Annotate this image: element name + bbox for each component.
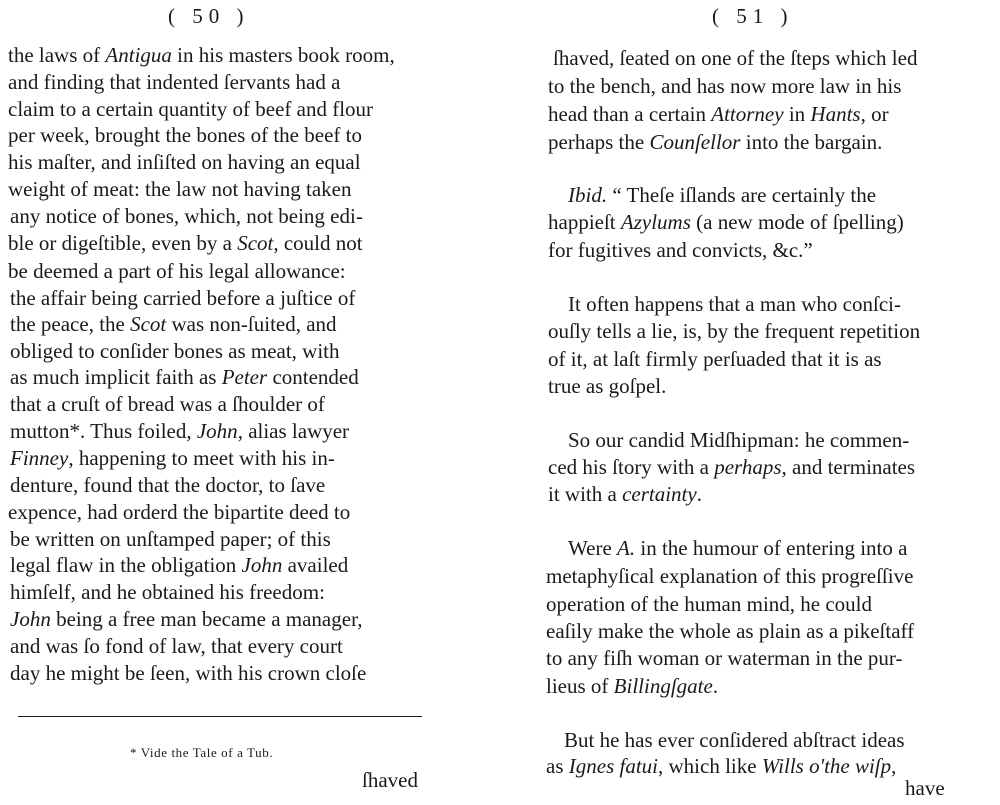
- text-line: [8, 42, 395, 68]
- text-run: , could not: [273, 231, 363, 255]
- text-line: [10, 364, 359, 390]
- italic-run: John: [196, 419, 238, 443]
- text-run: ble or digeſtible, even by a: [8, 231, 238, 255]
- italic-run: Scot: [130, 312, 167, 336]
- text-run: lieus of: [546, 674, 614, 698]
- text-line: [8, 69, 340, 95]
- text-run: legal flaw in the obligation: [10, 553, 242, 577]
- italic-run: Hants: [810, 102, 861, 126]
- text-run: ſhaved, ſeated on one of the ſteps which led: [553, 46, 918, 70]
- italic-run: Ignes fatui: [568, 754, 658, 778]
- text-run: ,: [891, 754, 897, 778]
- italic-run: Counſellor: [649, 130, 741, 154]
- italic-run: John: [241, 553, 283, 577]
- italic-run: perhaps: [714, 455, 782, 479]
- text-line: [546, 563, 913, 589]
- text-line: [546, 618, 914, 644]
- text-run: eaſily make the whole as plain as a pikeſtaff: [546, 619, 915, 643]
- text-line: [568, 182, 876, 208]
- text-line: [548, 318, 920, 344]
- italic-run: Peter: [221, 365, 268, 389]
- text-run: , or: [860, 102, 889, 126]
- text-run: obliged to conſider bones as meat, with: [10, 339, 340, 363]
- italic-run: Antigua: [105, 43, 172, 67]
- text-run: in the humour of entering into a: [635, 536, 908, 560]
- text-line: [10, 203, 363, 229]
- text-run: availed: [282, 553, 349, 577]
- text-run: , which like: [658, 754, 762, 778]
- text-line: [548, 454, 915, 480]
- text-run: mutton*. Thus foiled,: [10, 419, 197, 443]
- text-line: [10, 445, 335, 471]
- text-line: [568, 535, 907, 561]
- text-run: was non-ſuited, and: [166, 312, 337, 336]
- book-gutter: [480, 0, 500, 805]
- text-run: claim to a certain quantity of beef and flour: [8, 97, 374, 121]
- text-line: [8, 230, 363, 256]
- text-line: [546, 645, 902, 671]
- text-run: metaphyſical explanation of this progreſſive: [546, 564, 914, 588]
- text-line: [548, 209, 904, 235]
- left-page: [0, 0, 480, 805]
- text-line: [10, 285, 355, 311]
- italic-run: A.: [617, 536, 636, 560]
- text-run: It often happens that a man who conſci-: [568, 292, 901, 316]
- text-run: be written on unſtamped paper; of this: [10, 527, 331, 551]
- text-run: any notice of bones, which, not being edi-: [10, 204, 363, 228]
- footnote-divider: [18, 716, 422, 717]
- text-line: [8, 149, 361, 175]
- text-line: [553, 45, 917, 71]
- text-run: contended: [267, 365, 359, 389]
- text-run: to the bench, and has now more law in his: [548, 74, 902, 98]
- text-line: [568, 427, 909, 453]
- italic-run: John: [10, 607, 51, 631]
- text-run: and finding that indented ſervants had a: [8, 70, 341, 94]
- text-run: (a new mode of ſpelling): [690, 210, 904, 234]
- text-line: [10, 552, 348, 578]
- text-run: expence, had orderd the bipartite deed to: [8, 500, 351, 524]
- text-run: perhaps the: [548, 130, 650, 154]
- text-run: the peace, the: [10, 312, 131, 336]
- text-run: his maſter, and inſiſted on having an equal: [8, 150, 361, 174]
- text-run: for fugitives and convicts, &c.”: [548, 238, 813, 262]
- text-line: [10, 660, 366, 686]
- italic-run: Finney: [10, 446, 69, 470]
- italic-run: Azylums: [620, 210, 691, 234]
- footnote: * Vide the Tale of a Tub.: [130, 745, 274, 760]
- text-line: [548, 73, 901, 99]
- italic-run: Ibid.: [568, 183, 608, 207]
- text-line: [8, 499, 350, 525]
- text-run: the affair being carried before a juſtice of: [10, 286, 356, 310]
- italic-run: certainty: [622, 482, 697, 506]
- text-line: [10, 526, 331, 552]
- text-run: head than a certain: [548, 102, 712, 126]
- text-line: [8, 258, 346, 284]
- text-run: to any fiſh woman or waterman in the pur-: [546, 646, 903, 670]
- text-run: as: [546, 754, 569, 778]
- italic-run: Billingſgate: [613, 674, 713, 698]
- text-run: ouſly tells a lie, is, by the frequent repetition: [548, 319, 921, 343]
- catchword: ſhaved: [362, 768, 418, 792]
- text-run: “ Theſe iſlands are certainly the: [607, 183, 877, 207]
- page-number: ( 50 ): [168, 4, 250, 28]
- text-run: in: [783, 102, 811, 126]
- catchword: have: [905, 776, 945, 800]
- text-run: , and terminates: [781, 455, 916, 479]
- text-line: [8, 176, 352, 202]
- text-run: into the bargain.: [740, 130, 883, 154]
- text-run: the laws of: [8, 43, 106, 67]
- text-run: weight of meat: the law not having taken: [8, 177, 352, 201]
- text-run: that a cruſt of bread was a ſhoulder of: [10, 392, 325, 416]
- text-run: , alias lawyer: [237, 419, 350, 443]
- text-line: [548, 237, 813, 263]
- text-line: [548, 129, 882, 155]
- text-run: .: [712, 674, 719, 698]
- text-run: operation of the human mind, he could: [546, 592, 873, 616]
- text-run: ced his ſtory with a: [548, 455, 715, 479]
- italic-run: Wills o'the wiſp: [761, 754, 892, 778]
- text-run: being a free man became a manager,: [50, 607, 363, 631]
- text-line: [568, 291, 901, 317]
- italic-run: Attorney: [711, 102, 784, 126]
- text-line: [564, 727, 905, 753]
- text-run: true as goſpel.: [548, 374, 667, 398]
- text-run: per week, brought the bones of the beef to: [8, 123, 362, 147]
- text-line: [548, 373, 666, 399]
- text-line: [546, 753, 896, 779]
- text-line: [10, 579, 325, 605]
- text-line: [8, 96, 373, 122]
- text-run: and was ſo fond of law, that every court: [10, 634, 343, 658]
- text-run: Were: [568, 536, 618, 560]
- text-line: [10, 633, 343, 659]
- text-run: So our candid Midſhipman: he commen-: [568, 428, 910, 452]
- text-line: [546, 673, 718, 699]
- right-page: [500, 0, 1000, 805]
- text-line: [548, 101, 889, 127]
- italic-run: Scot: [237, 231, 274, 255]
- text-run: .: [696, 482, 702, 506]
- text-line: [10, 391, 325, 417]
- text-line: [546, 591, 872, 617]
- text-line: [10, 311, 337, 337]
- text-line: [548, 481, 702, 507]
- page-number: ( 51 ): [712, 4, 794, 28]
- text-run: happieſt: [548, 210, 621, 234]
- text-line: [10, 472, 325, 498]
- text-run: denture, found that the doctor, to ſave: [10, 473, 326, 497]
- text-run: it with a: [548, 482, 623, 506]
- text-line: [8, 122, 362, 148]
- text-line: [10, 418, 349, 444]
- text-run: himſelf, and he obtained his freedom:: [10, 580, 325, 604]
- text-line: [548, 346, 882, 372]
- text-line: [10, 338, 340, 364]
- text-run: as much implicit faith as: [10, 365, 222, 389]
- text-run: be deemed a part of his legal allowance:: [8, 259, 346, 283]
- text-line: [10, 606, 362, 632]
- text-run: in his masters book room,: [171, 43, 395, 67]
- text-run: , happening to meet with his in-: [68, 446, 335, 470]
- text-run: of it, at laſt firmly perſuaded that it is as: [548, 347, 882, 371]
- text-run: But he has ever conſidered abſtract ideas: [564, 728, 905, 752]
- text-run: day he might be ſeen, with his crown cloſe: [10, 661, 367, 685]
